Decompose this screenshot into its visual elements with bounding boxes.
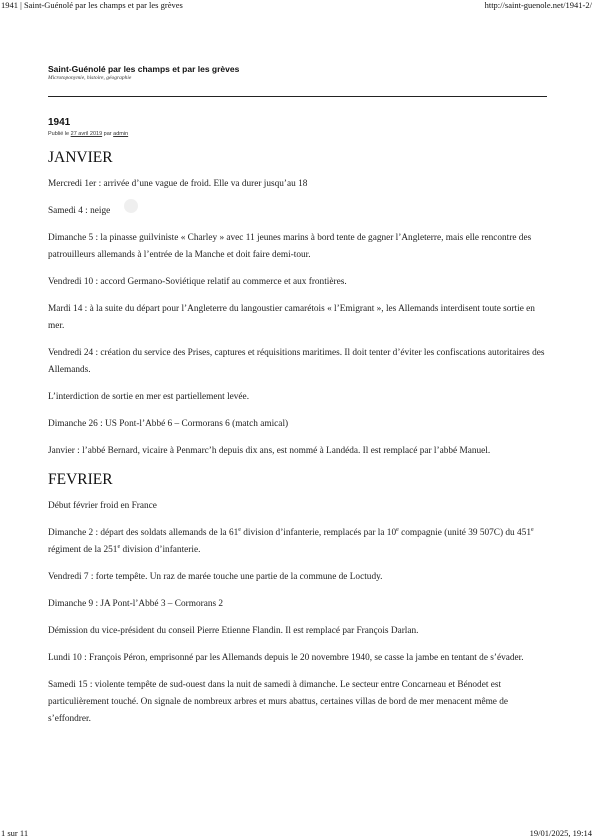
paragraph: Samedi 15 : violente tempête de sud-ouest dans la nuit de samedi à dimanche. Le secteur entre Concarneau et Bénodet est particulièrement touché. On signale de nombreux arbres et murs abattus, certaines villas de bord de mer menacent même de s’effondrer. <box>48 680 509 724</box>
text-run: division d’infanterie. <box>120 545 201 555</box>
paragraph: Dimanche 5 : la pinasse guilviniste « Charley » avec 11 jeunes marins à bord tente de gagner l’Angleterre, mais elle rencontre des patrouilleurs allemands à l’entrée de la Manche et doit faire demi-tour. <box>48 233 532 260</box>
section-heading-fevrier: FEVRIER <box>48 471 113 488</box>
paragraph: Dimanche 26 : US Pont-l’Abbé 6 – Cormorans 6 (match amical) <box>48 419 289 429</box>
paragraph: L’interdiction de sortie en mer est partiellement levée. <box>48 392 250 402</box>
ordinal-sup: e <box>530 526 534 533</box>
entry-title: 1941 <box>48 117 71 128</box>
print-header-title: 1941 | Saint-Guénolé par les champs et par les grèves <box>1 0 183 10</box>
site-header <box>48 64 548 81</box>
paragraph: Dimanche 9 : JA Pont-l’Abbé 3 – Cormorans 2 <box>48 599 224 609</box>
site-description: Microtoponymie, histoire, géographie <box>48 75 132 81</box>
print-header <box>0 0 594 12</box>
author-link[interactable]: admin <box>113 131 129 137</box>
text-run: Dimanche 2 : départ des soldats allemands de la 61 <box>48 528 239 538</box>
meta-by: par <box>103 131 112 137</box>
paragraph: Démission du vice-président du conseil Pierre Etienne Flandin. Il est remplacé par François Darlan. <box>48 626 419 636</box>
section-heading-janvier: JANVIER <box>48 149 113 166</box>
ordinal-sup: e <box>238 526 241 533</box>
paragraph: Mercredi 1er : arrivée d’une vague de froid. Elle va durer jusqu’au 18 <box>48 179 308 189</box>
paragraph: Vendredi 7 : forte tempête. Un raz de marée touche une partie de la commune de Loctudy. <box>48 572 383 582</box>
cursor-indicator <box>124 199 138 213</box>
paragraph: Vendredi 10 : accord Germano-Soviétique relatif au commerce et aux frontières. <box>48 277 347 287</box>
meta-prefix: Publié le <box>48 131 70 137</box>
ordinal-sup: e <box>396 526 399 533</box>
entry-content <box>48 148 548 738</box>
text-run: division d’infanterie, remplacés par la 10 <box>240 528 397 538</box>
print-footer <box>0 828 594 840</box>
paragraph: Samedi 4 : neige <box>48 206 111 216</box>
entry-date-link[interactable]: 27 avril 2019 <box>70 131 103 137</box>
text-run: compagnie (unité 39 507C) du 451 <box>398 528 531 538</box>
paragraph: Janvier : l’abbé Bernard, vicaire à Penmarc’h depuis dix ans, est nommé à Landéda. Il est remplacé par l’abbé Manuel. <box>48 446 491 456</box>
paragraph: Vendredi 24 : création du service des Prises, captures et réquisitions maritimes. Il doit tenter d’éviter les confiscations autoritaires des Allemands. <box>48 348 545 375</box>
header-divider <box>48 96 547 97</box>
entry-meta <box>48 131 128 137</box>
paragraph: Début février froid en France <box>48 501 157 511</box>
print-header-url: http://saint-guenole.net/1941-2/ <box>484 0 592 10</box>
paragraph: Lundi 10 : François Péron, emprisonné par les Allemands depuis le 20 novembre 1940, se casse la jambe en tentant de s’évader. <box>48 653 524 663</box>
text-run: régiment de la 251 <box>48 545 118 555</box>
paragraph-feb-2 <box>48 525 548 559</box>
paragraph: Mardi 14 : à la suite du départ pour l’Angleterre du langoustier camarétois « l’Emigrant », les Allemands interdisent toute sortie en mer. <box>48 304 535 331</box>
print-timestamp: 19/01/2025, 19:14 <box>529 828 592 838</box>
site-title-link[interactable]: Saint-Guénolé par les champs et par les grèves <box>48 64 240 74</box>
ordinal-sup: e <box>117 543 121 550</box>
page-count: 1 sur 11 <box>1 828 29 838</box>
